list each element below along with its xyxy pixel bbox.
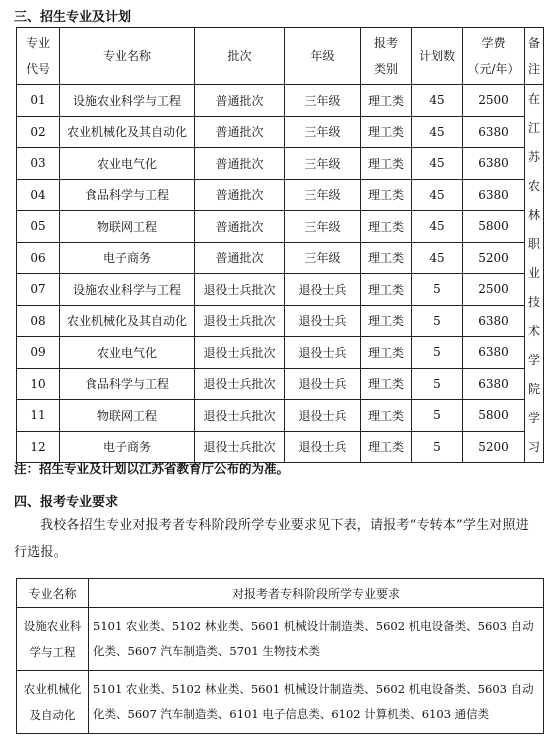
cell-name: 食品科学与工程 bbox=[60, 179, 195, 211]
cell-major bbox=[17, 608, 89, 671]
major-line: 设施农业科 bbox=[23, 619, 82, 633]
cell-code: 11 bbox=[17, 400, 60, 432]
section-4-title: 四、报考专业要求 bbox=[14, 495, 119, 510]
cell-quota: 5 bbox=[412, 400, 463, 432]
remark-char: 院 bbox=[527, 382, 540, 396]
cell-code: 01 bbox=[17, 85, 60, 117]
cell-fee: 6380 bbox=[463, 337, 525, 369]
cell-fee: 5800 bbox=[463, 211, 525, 243]
table-header-row bbox=[17, 579, 544, 608]
cell-category: 理工类 bbox=[361, 305, 412, 337]
header-batch: 批次 bbox=[195, 28, 285, 85]
cell-code: 12 bbox=[17, 431, 60, 463]
cell-batch: 退役士兵批次 bbox=[195, 274, 285, 306]
cell-name: 电子商务 bbox=[60, 431, 195, 463]
remark-char: 农 bbox=[527, 179, 540, 193]
cell-batch: 退役士兵批次 bbox=[195, 337, 285, 369]
cell-quota: 5 bbox=[412, 305, 463, 337]
table-row bbox=[17, 368, 544, 400]
header-requirement: 对报考者专科阶段所学专业要求 bbox=[89, 579, 544, 608]
cell-name: 农业机械化及其自动化 bbox=[60, 305, 195, 337]
cell-fee: 6380 bbox=[463, 179, 525, 211]
cell-grade: 退役士兵 bbox=[285, 337, 361, 369]
cell-quota: 45 bbox=[412, 148, 463, 180]
cell-batch: 普通批次 bbox=[195, 179, 285, 211]
cell-batch: 普通批次 bbox=[195, 85, 285, 117]
table-row bbox=[17, 337, 544, 369]
table-row bbox=[17, 242, 544, 274]
cell-fee: 5200 bbox=[463, 431, 525, 463]
cell-batch: 退役士兵批次 bbox=[195, 431, 285, 463]
cell-category: 理工类 bbox=[361, 337, 412, 369]
cell-name: 农业电气化 bbox=[60, 148, 195, 180]
cell-grade: 退役士兵 bbox=[285, 274, 361, 306]
cell-code: 02 bbox=[17, 116, 60, 148]
cell-quota: 5 bbox=[412, 274, 463, 306]
cell-code: 05 bbox=[17, 211, 60, 243]
cell-grade: 退役士兵 bbox=[285, 431, 361, 463]
cell-name: 农业电气化 bbox=[60, 337, 195, 369]
table-row bbox=[17, 211, 544, 243]
cell-quota: 45 bbox=[412, 211, 463, 243]
cell-code: 10 bbox=[17, 368, 60, 400]
cell-major bbox=[17, 671, 89, 734]
header-fee: 学费 （元/年） bbox=[463, 28, 525, 85]
cell-name: 设施农业科学与工程 bbox=[60, 274, 195, 306]
cell-grade: 三年级 bbox=[285, 179, 361, 211]
table-row bbox=[17, 608, 544, 671]
cell-category: 理工类 bbox=[361, 116, 412, 148]
cell-requirement: 5101 农业类、5102 林业类、5601 机械设计制造类、5602 机电设备类、5603 自动化类、5607 汽车制造类、5701 生物技术类 bbox=[89, 608, 544, 671]
cell-fee: 5200 bbox=[463, 242, 525, 274]
cell-category: 理工类 bbox=[361, 242, 412, 274]
table-row bbox=[17, 671, 544, 734]
cell-batch: 普通批次 bbox=[195, 211, 285, 243]
cell-code: 03 bbox=[17, 148, 60, 180]
remark-char: 业 bbox=[527, 266, 540, 280]
cell-quota: 45 bbox=[412, 179, 463, 211]
table-row bbox=[17, 274, 544, 306]
remark-char: 学 bbox=[527, 411, 540, 425]
table-row bbox=[17, 148, 544, 180]
cell-fee: 6380 bbox=[463, 305, 525, 337]
cell-name: 电子商务 bbox=[60, 242, 195, 274]
cell-name: 设施农业科学与工程 bbox=[60, 85, 195, 117]
cell-code: 04 bbox=[17, 179, 60, 211]
remark-char: 习 bbox=[527, 440, 540, 454]
table-row bbox=[17, 85, 544, 117]
header-category: 报考 类别 bbox=[361, 28, 412, 85]
header-grade: 年级 bbox=[285, 28, 361, 85]
remark-char: 江 bbox=[527, 121, 540, 135]
cell-category: 理工类 bbox=[361, 211, 412, 243]
cell-grade: 三年级 bbox=[285, 148, 361, 180]
cell-code: 07 bbox=[17, 274, 60, 306]
enrollment-plan-table bbox=[16, 27, 544, 463]
cell-quota: 45 bbox=[412, 116, 463, 148]
cell-fee: 6380 bbox=[463, 116, 525, 148]
cell-grade: 退役士兵 bbox=[285, 368, 361, 400]
cell-batch: 普通批次 bbox=[195, 148, 285, 180]
cell-batch: 退役士兵批次 bbox=[195, 305, 285, 337]
cell-code: 06 bbox=[17, 242, 60, 274]
header-code: 专业 代号 bbox=[17, 28, 60, 85]
cell-category: 理工类 bbox=[361, 274, 412, 306]
cell-quota: 45 bbox=[412, 242, 463, 274]
remark-char: 学 bbox=[527, 353, 540, 367]
section-3-title: 三、招生专业及计划 bbox=[14, 10, 132, 25]
cell-quota: 45 bbox=[412, 85, 463, 117]
cell-category: 理工类 bbox=[361, 431, 412, 463]
remark-char: 林 bbox=[527, 208, 540, 222]
intro-paragraph: 我校各招生专业对报考者专科阶段所学专业要求见下表，请报考“专转本”学生对照进行选报。 bbox=[14, 518, 529, 560]
table-row bbox=[17, 116, 544, 148]
remark-char: 术 bbox=[527, 324, 540, 338]
cell-quota: 5 bbox=[412, 337, 463, 369]
cell-batch: 退役士兵批次 bbox=[195, 400, 285, 432]
cell-requirement: 5101 农业类、5102 林业类、5601 机械设计制造类、5602 机电设备类、5603 自动化类、5607 汽车制造类、6101 电子信息类、6102 计算机类、6103 通信类 bbox=[89, 671, 544, 734]
cell-category: 理工类 bbox=[361, 400, 412, 432]
cell-grade: 三年级 bbox=[285, 116, 361, 148]
cell-category: 理工类 bbox=[361, 148, 412, 180]
cell-remark bbox=[525, 85, 544, 463]
cell-category: 理工类 bbox=[361, 368, 412, 400]
cell-batch: 普通批次 bbox=[195, 116, 285, 148]
major-line: 及自动化 bbox=[29, 708, 76, 722]
cell-name: 食品科学与工程 bbox=[60, 368, 195, 400]
cell-quota: 5 bbox=[412, 431, 463, 463]
cell-name: 物联网工程 bbox=[60, 211, 195, 243]
cell-grade: 退役士兵 bbox=[285, 400, 361, 432]
note-text: 注：招生专业及计划以江苏省教育厅公布的为准。 bbox=[14, 461, 290, 476]
cell-category: 理工类 bbox=[361, 179, 412, 211]
header-quota: 计划数 bbox=[412, 28, 463, 85]
remark-char: 职 bbox=[527, 237, 540, 251]
table-row bbox=[17, 400, 544, 432]
header-major: 专业名称 bbox=[17, 579, 89, 608]
major-line: 农业机械化 bbox=[23, 682, 82, 696]
header-name: 专业名称 bbox=[60, 28, 195, 85]
cell-fee: 6380 bbox=[463, 368, 525, 400]
cell-quota: 5 bbox=[412, 368, 463, 400]
cell-fee: 5800 bbox=[463, 400, 525, 432]
cell-name: 物联网工程 bbox=[60, 400, 195, 432]
cell-grade: 三年级 bbox=[285, 211, 361, 243]
table-row bbox=[17, 305, 544, 337]
cell-code: 08 bbox=[17, 305, 60, 337]
cell-code: 09 bbox=[17, 337, 60, 369]
cell-grade: 三年级 bbox=[285, 242, 361, 274]
cell-grade: 三年级 bbox=[285, 85, 361, 117]
remark-char: 苏 bbox=[527, 150, 540, 164]
header-remark: 备 注 bbox=[525, 28, 544, 85]
cell-fee: 6380 bbox=[463, 148, 525, 180]
table-header-row bbox=[17, 28, 544, 85]
cell-name: 农业机械化及其自动化 bbox=[60, 116, 195, 148]
table-row bbox=[17, 179, 544, 211]
cell-fee: 2500 bbox=[463, 274, 525, 306]
remark-char: 技 bbox=[527, 295, 540, 309]
cell-batch: 普通批次 bbox=[195, 242, 285, 274]
remark-char: 在 bbox=[527, 92, 540, 106]
cell-grade: 退役士兵 bbox=[285, 305, 361, 337]
cell-batch: 退役士兵批次 bbox=[195, 368, 285, 400]
major-requirements-table bbox=[16, 578, 544, 734]
table-row bbox=[17, 431, 544, 463]
cell-fee: 2500 bbox=[463, 85, 525, 117]
major-line: 学与工程 bbox=[29, 645, 76, 659]
cell-category: 理工类 bbox=[361, 85, 412, 117]
